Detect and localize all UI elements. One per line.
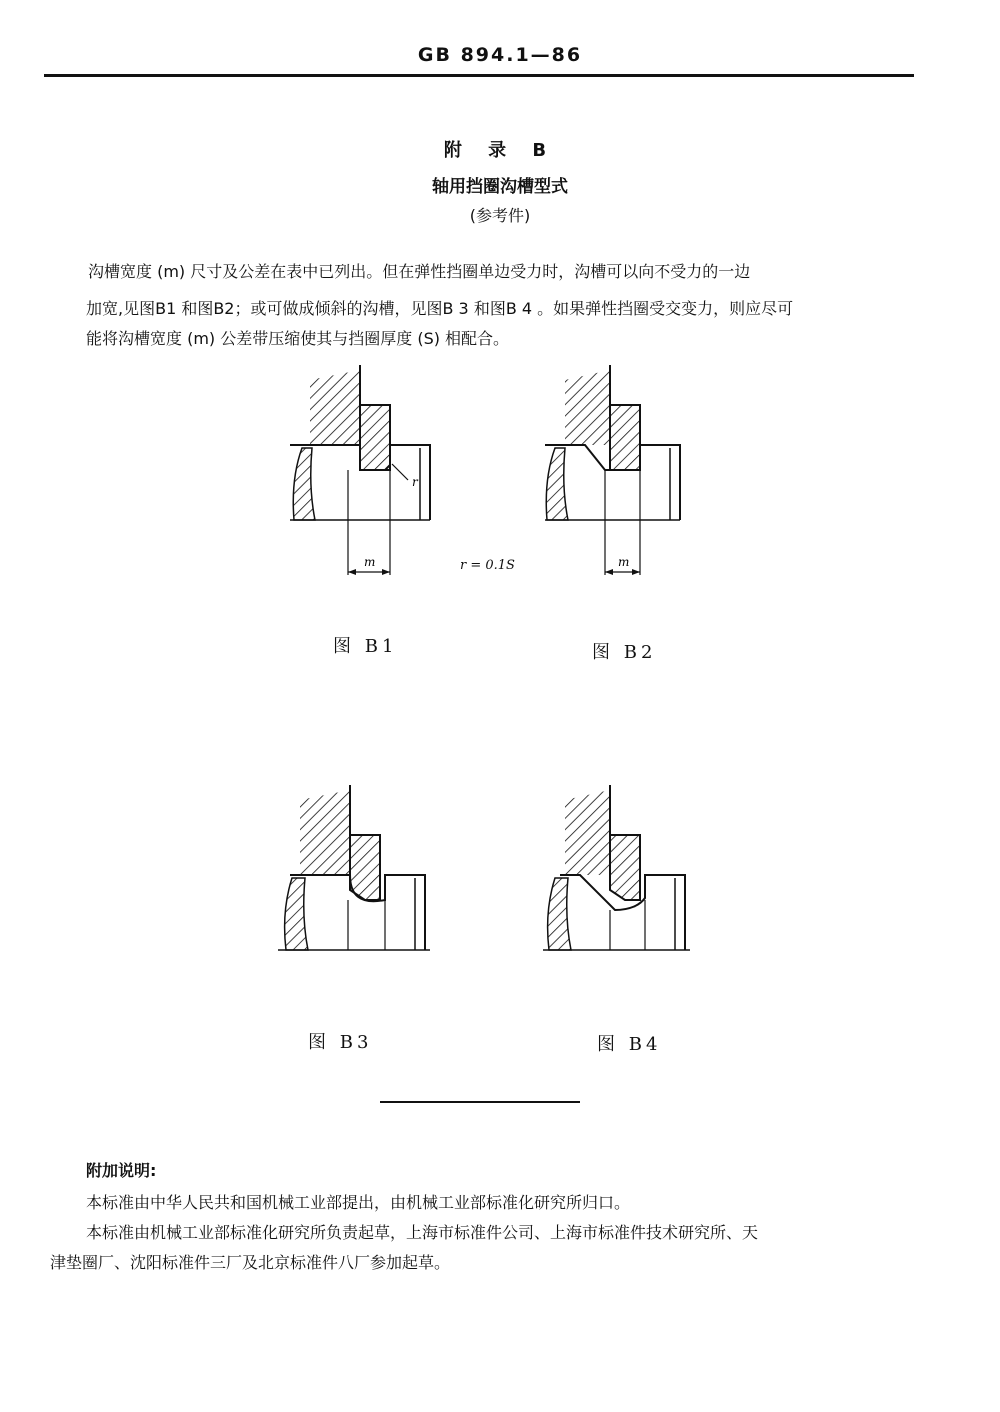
figure-b1-caption: 图 B1	[333, 636, 398, 657]
retaining-ring-section	[350, 835, 380, 900]
additional-notes-title: 附加说明:	[86, 1161, 157, 1180]
retaining-ring-section	[360, 405, 390, 470]
appendix-note: (参考件)	[469, 206, 531, 225]
header-rule	[44, 74, 914, 77]
b1-radius-label: r	[412, 475, 418, 489]
body-paragraph-line-2: 加宽,见图B1 和图B2；或可做成倾斜的沟槽，见图B 3 和图B 4 。如果弹性挡圈受交变力，则应尽可	[86, 299, 794, 318]
housing-hatch	[565, 790, 610, 875]
appendix-title: 附 录 B	[443, 140, 557, 161]
body-paragraph-line-3: 能将沟槽宽度 (m) 公差带压缩使其与挡圈厚度 (S) 相配合。	[86, 329, 510, 348]
housing-hatch	[300, 790, 350, 875]
retaining-ring-section	[610, 405, 640, 470]
figure-b4-caption: 图 B4	[597, 1034, 662, 1055]
b2-dim-label: m	[618, 555, 630, 569]
housing-hatch	[565, 370, 610, 445]
figure-b2-drawing	[530, 360, 700, 590]
b1-dim-label: m	[364, 555, 376, 569]
figure-b2-caption: 图 B2	[592, 642, 657, 663]
additional-note-line-2: 本标准由机械工业部标准化研究所负责起草，上海市标准件公司、上海市标准件技术研究所、天	[86, 1223, 759, 1242]
additional-note-line-3: 津垫圈厂、沈阳标准件三厂及北京标准件八厂参加起草。	[50, 1253, 451, 1272]
additional-note-line-1: 本标准由中华人民共和国机械工业部提出，由机械工业部标准化研究所归口。	[86, 1193, 631, 1212]
figure-b3-drawing	[270, 780, 440, 960]
figure-b3-caption: 图 B3	[308, 1032, 373, 1053]
section-end-rule	[380, 1101, 580, 1103]
radius-formula: r = 0.1S	[460, 558, 515, 573]
standard-code-header: GB 894.1—86	[417, 44, 583, 66]
body-paragraph-line-1: 沟槽宽度 (m) 尺寸及公差在表中已列出。但在弹性挡圈单边受力时，沟槽可以向不受力的一边	[88, 262, 751, 281]
retaining-ring-section	[610, 835, 640, 900]
housing-hatch	[310, 370, 360, 445]
figure-b4-drawing	[535, 780, 705, 960]
appendix-subtitle: 轴用挡圈沟槽型式	[432, 177, 568, 197]
figure-b1-drawing	[280, 360, 450, 590]
